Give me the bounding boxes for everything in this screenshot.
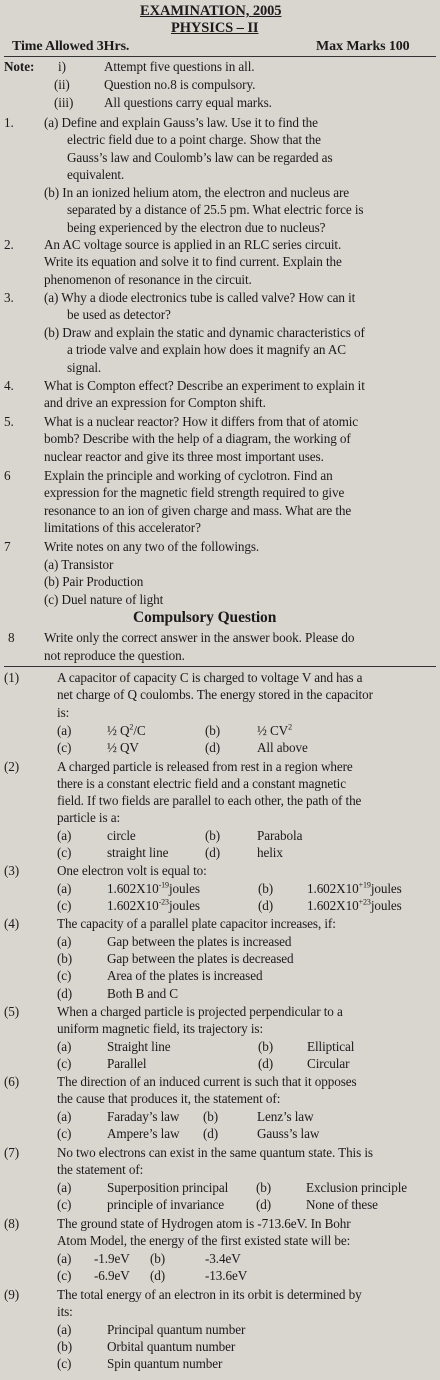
question-number: 6 [4, 468, 11, 483]
question-number: 5. [4, 414, 14, 429]
note-label: Note: [4, 59, 35, 74]
option-sup: 2 [129, 722, 134, 732]
note-item-num: (ii) [54, 77, 70, 92]
option-label: (c) [57, 1056, 72, 1071]
mcq-text: The total energy of an electron in its orbit is determined by [57, 1287, 362, 1302]
option-part: 1.602X10 [307, 881, 359, 896]
option-label: (a) [57, 1322, 72, 1337]
option-text: Faraday’s law [107, 1109, 180, 1124]
option-text: straight line [107, 845, 169, 860]
question-text: Gauss’s law and Coulomb’s law can be regarded as [67, 150, 333, 165]
note-item-num: (iii) [54, 95, 74, 110]
question-text: and drive an expression for Compton shift. [44, 395, 266, 410]
exam-subject: PHYSICS – II [171, 20, 259, 36]
option-part: joules [370, 881, 402, 896]
option-text: Orbital quantum number [107, 1339, 236, 1354]
question-number: 7 [4, 539, 11, 554]
option-text [107, 880, 200, 897]
option-label: (d) [205, 845, 221, 860]
option-label: (c) [57, 1126, 72, 1141]
question-text: (b) In an ionized helium atom, the electron and nucleus are [44, 185, 349, 200]
question-text: nuclear reactor and give its three most important uses. [44, 449, 324, 464]
question-text: be used as detector? [67, 307, 171, 322]
option-text: helix [257, 845, 283, 860]
mcq-text: The direction of an induced current is such that it opposes [57, 1074, 357, 1089]
option-text: Superposition principal [107, 1180, 229, 1195]
mcq-number: (7) [4, 1145, 20, 1160]
option-part: joules [168, 898, 200, 913]
option-label: (b) [205, 828, 221, 843]
option-text: Gap between the plates is increased [107, 934, 292, 949]
mcq-text: particle is a: [57, 810, 121, 825]
note-item-num: i) [58, 59, 66, 74]
mcq-number: (5) [4, 1004, 20, 1019]
mcq-text: No two electrons can exist in the same quantum state. This is [57, 1145, 373, 1160]
option-part: ½ CV [257, 723, 289, 738]
option-text: Elliptical [307, 1039, 355, 1054]
option-text: Parabola [257, 828, 303, 843]
mcq-text: the statement of: [57, 1162, 144, 1177]
mcq-number: (9) [4, 1287, 20, 1302]
option-text: Lenz’s law [257, 1109, 314, 1124]
question-text: (b) Draw and explain the static and dynamic characteristics of [44, 325, 365, 340]
option-text [257, 722, 292, 739]
mcq-number: (3) [4, 863, 20, 878]
option-label: (b) [57, 1339, 73, 1354]
option-text: -13.6eV [205, 1268, 248, 1283]
option-text: None of these [306, 1197, 378, 1212]
option-label: (d) [205, 740, 221, 755]
mcq-number: (1) [4, 670, 20, 685]
mcq-text: field. If two fields are parallel to each other, the path of the [57, 793, 362, 808]
question-text: signal. [67, 360, 102, 375]
question-text: Write notes on any two of the followings. [44, 539, 260, 554]
option-label: (a) [57, 723, 72, 738]
option-text: Principal quantum number [107, 1322, 246, 1337]
question-text: separated by a distance of 25.5 pm. What electric force is [67, 202, 364, 217]
option-text [307, 880, 402, 897]
section-rule [4, 666, 436, 667]
mcq-text: Atom Model, the energy of the first existed state will be: [57, 1233, 351, 1248]
question-number: 3. [4, 290, 14, 305]
note-item-text: Attempt five questions in all. [104, 59, 255, 74]
option-text [107, 897, 200, 914]
option-part: 1.602X10 [307, 898, 359, 913]
option-label: (b) [258, 881, 274, 896]
mcq-number: (6) [4, 1074, 20, 1089]
option-label: (d) [258, 898, 274, 913]
mcq-text: is: [57, 705, 70, 720]
question-text: Explain the principle and working of cyclotron. Find an [44, 468, 333, 483]
question-number: 8 [8, 630, 15, 645]
mcq-text: One electron volt is equal to: [57, 863, 207, 878]
mcq-text: uniform magnetic field, its trajectory is: [57, 1021, 264, 1036]
compulsory-heading: Compulsory Question [133, 609, 277, 626]
option-text: -6.9eV [94, 1268, 130, 1283]
mcq-text: its: [57, 1304, 73, 1319]
option-part: ½ Q [107, 723, 130, 738]
question-text: limitations of this accelerator? [44, 520, 201, 535]
option-text: Gap between the plates is decreased [107, 951, 294, 966]
option-label: (b) [258, 1039, 274, 1054]
option-text: Ampere’s law [107, 1126, 180, 1141]
time-allowed: Time Allowed 3Hrs. [12, 39, 130, 54]
mcq-text: A charged particle is released from rest in a region where [57, 759, 353, 774]
option-text: Parallel [107, 1056, 147, 1071]
option-label: (d) [150, 1268, 166, 1283]
question-text: What is a nuclear reactor? How it differs from that of atomic [44, 414, 359, 429]
option-part: joules [370, 898, 402, 913]
option-label: (d) [57, 986, 73, 1001]
question-number: 2. [4, 237, 14, 252]
question-number: 4. [4, 378, 14, 393]
question-text: not reproduce the question. [44, 648, 185, 663]
mcq-text: net charge of Q coulombs. The energy stored in the capacitor [57, 687, 373, 702]
option-label: (c) [57, 1268, 72, 1283]
option-label: (c) [57, 845, 72, 860]
question-text: phenomenon of resonance in the circuit. [44, 272, 252, 287]
question-text: a triode valve and explain how does it magnify an AC [67, 342, 346, 357]
option-text: Gauss’s law [257, 1126, 320, 1141]
option-label: (b) [205, 723, 221, 738]
option-label: (a) [57, 1251, 72, 1266]
option-label: (a) [57, 1180, 72, 1195]
question-text: resonance to an ion of given charge and mass. What are the [44, 503, 352, 518]
option-label: (d) [203, 1126, 219, 1141]
mcq-text: A capacitor of capacity C is charged to voltage V and has a [57, 670, 363, 685]
option-label: (c) [57, 1356, 72, 1371]
option-label: (b) [150, 1251, 166, 1266]
max-marks: Max Marks 100 [316, 39, 410, 54]
option-label: (c) [57, 968, 72, 983]
option-part: /C [133, 723, 146, 738]
option-label: (c) [57, 1197, 72, 1212]
option-sup: +19 [358, 880, 371, 890]
question-text: being experienced by the electron due to nucleus? [67, 220, 326, 235]
option-text: Both B and C [107, 986, 178, 1001]
option-part: 1.602X10 [107, 881, 159, 896]
question-text: (b) Pair Production [44, 574, 144, 589]
option-part: 1.602X10 [107, 898, 159, 913]
option-text: circle [107, 828, 136, 843]
option-part: joules [168, 881, 200, 896]
mcq-text: The capacity of a parallel plate capacitor increases, if: [57, 916, 336, 931]
option-text: Exclusion principle [306, 1180, 408, 1195]
mcq-text: the cause that produces it, the statement of: [57, 1091, 281, 1106]
mcq-number: (8) [4, 1216, 20, 1231]
note-item-text: All questions carry equal marks. [104, 95, 272, 110]
question-text: electric field due to a point charge. Show that the [67, 132, 321, 147]
option-text: All above [257, 740, 308, 755]
option-label: (c) [57, 740, 72, 755]
option-label: (d) [256, 1197, 272, 1212]
question-text: (a) Define and explain Gauss’s law. Use it to find the [44, 115, 318, 130]
header-rule [4, 56, 436, 57]
question-text: expression for the magnetic field strength required to give [44, 485, 345, 500]
mcq-number: (2) [4, 759, 20, 774]
option-text: Circular [307, 1056, 350, 1071]
question-text: bomb? Describe with the help of a diagram, the working of [44, 431, 351, 446]
option-text: Spin quantum number [107, 1356, 223, 1371]
option-label: (a) [57, 881, 72, 896]
mcq-number: (4) [4, 916, 20, 931]
option-text: ½ QV [107, 740, 139, 755]
mcq-text: The ground state of Hydrogen atom is -713.6eV. In Bohr [57, 1216, 351, 1231]
option-label: (b) [57, 951, 73, 966]
option-sup: 2 [288, 722, 293, 732]
option-label: (c) [57, 898, 72, 913]
option-label: (a) [57, 828, 72, 843]
question-text: An AC voltage source is applied in an RLC series circuit. [44, 237, 342, 252]
option-label: (d) [258, 1056, 274, 1071]
option-label: (a) [57, 934, 72, 949]
question-text: equivalent. [67, 167, 125, 182]
option-text: -3.4eV [205, 1251, 241, 1266]
option-label: (b) [256, 1180, 272, 1195]
option-label: (a) [57, 1039, 72, 1054]
mcq-text: When a charged particle is projected perpendicular to a [57, 1004, 343, 1019]
question-text: What is Compton effect? Describe an experiment to explain it [44, 378, 365, 393]
question-text: (a) Transistor [44, 557, 114, 572]
option-label: (b) [203, 1109, 219, 1124]
option-sup: -23 [158, 897, 169, 907]
option-sup: -19 [158, 880, 169, 890]
option-text: Area of the plates is increased [107, 968, 263, 983]
option-text: -1.9eV [94, 1251, 130, 1266]
question-text: (c) Duel nature of light [44, 592, 164, 607]
question-text: (a) Why a diode electronics tube is called valve? How can it [44, 290, 356, 305]
note-item-text: Question no.8 is compulsory. [104, 77, 256, 92]
question-text: Write only the correct answer in the answer book. Please do [44, 630, 355, 645]
question-number: 1. [4, 115, 14, 130]
option-sup: +23 [358, 897, 371, 907]
option-text [107, 722, 146, 739]
option-label: (a) [57, 1109, 72, 1124]
option-text [307, 897, 402, 914]
option-text: Straight line [107, 1039, 171, 1054]
question-text: Write its equation and solve it to find current. Explain the [44, 254, 342, 269]
mcq-text: there is a constant electric field and a constant magnetic [57, 776, 346, 791]
exam-title: EXAMINATION, 2005 [140, 3, 282, 19]
option-text: principle of invariance [107, 1197, 225, 1212]
